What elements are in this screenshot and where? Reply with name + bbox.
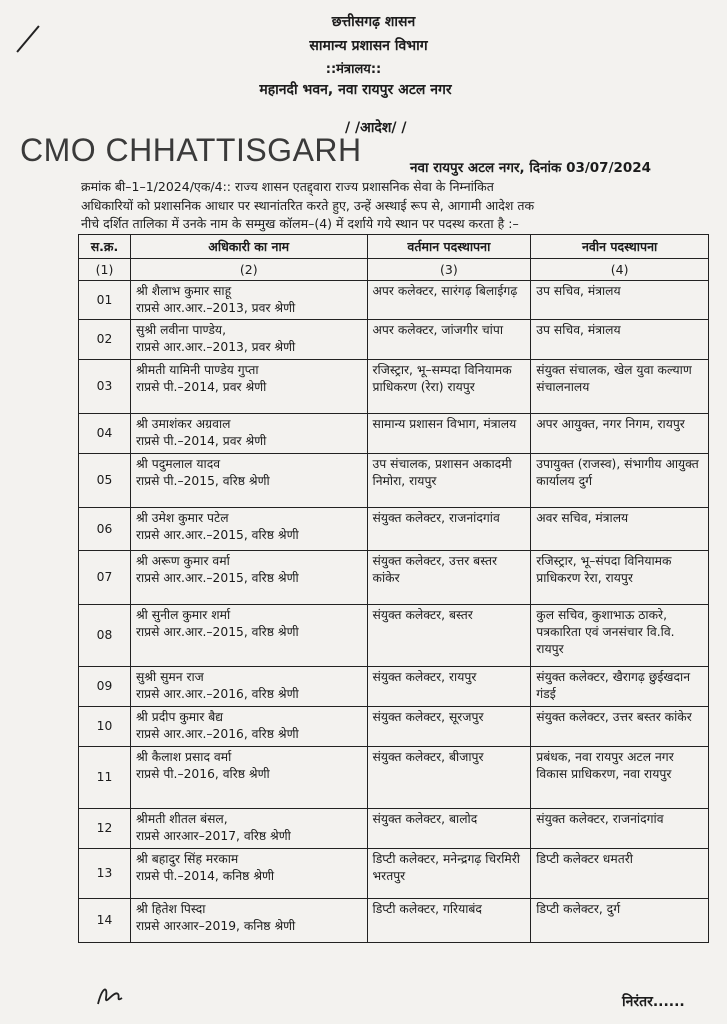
officer-service: राप्रसे आर.आर.–2013, प्रवर श्रेणी [135, 340, 296, 354]
officer-cell [130, 360, 367, 414]
gov-header: छत्तीसगढ़ शासन [331, 14, 416, 30]
officer-service: राप्रसे आर.आर.–2016, वरिष्ठ श्रेणी [135, 727, 299, 741]
current-posting: संयुक्त कलेक्टर, सूरजपुर [367, 707, 531, 747]
table-row [79, 707, 709, 747]
column-number: (2) [130, 259, 367, 281]
serial-number: 01 [79, 281, 131, 320]
table-row [79, 508, 709, 551]
continued-note: निरंतर...... [622, 994, 685, 1010]
new-posting: उपायुक्त (राजस्व), संभागीय आयुक्त कार्यालय दुर्ग [531, 454, 709, 508]
serial-number: 10 [79, 707, 131, 747]
ministry-header: ::मंत्रालय:: [325, 62, 382, 77]
table-row [79, 667, 709, 707]
address-header: महानदी भवन, नवा रायपुर अटल नगर [259, 82, 452, 98]
table-row [79, 320, 709, 360]
officer-cell [130, 508, 367, 551]
officer-cell [130, 899, 367, 943]
new-posting: अवर सचिव, मंत्रालय [531, 508, 709, 551]
officer-name: श्री कैलाश प्रसाद वर्मा [135, 750, 232, 764]
officer-service: राप्रसे पी.–2014, कनिष्ठ श्रेणी [135, 869, 275, 883]
current-posting: उप संचालक, प्रशासन अकादमी निमोरा, रायपुर [367, 454, 531, 508]
paragraph-line: क्रमांक बी–1–1/2024/एक/4:: राज्य शासन एतद्द्वारा राज्य प्रशासनिक सेवा के निम्नांकित [81, 179, 494, 194]
table-row [79, 747, 709, 809]
officer-cell [130, 414, 367, 454]
officer-cell [130, 707, 367, 747]
transfer-table [78, 234, 709, 943]
table-row [79, 605, 709, 667]
officer-cell [130, 667, 367, 707]
officer-name: सुश्री लवीना पाण्डेय, [135, 323, 226, 337]
officer-name: श्री सुनील कुमार शर्मा [135, 608, 231, 622]
new-posting: कुल सचिव, कुशाभाऊ ठाकरे, पत्रकारिता एवं जनसंचार वि.वि. रायपुर [531, 605, 709, 667]
officer-name: सुश्री सुमन राज [135, 670, 204, 684]
current-posting: संयुक्त कलेक्टर, रायपुर [367, 667, 531, 707]
column-number-row [79, 259, 709, 281]
officer-name: श्री शैलाभ कुमार साहू [135, 284, 232, 298]
paragraph-line: अधिकारियों को प्रशासनिक आधार पर स्थानांतरित करते हुए, उन्हें अस्थाई रूप से, आगामी आदेश तक [81, 197, 535, 213]
current-posting: संयुक्त कलेक्टर, बालोद [367, 809, 531, 849]
table-row [79, 551, 709, 605]
current-posting: संयुक्त कलेक्टर, राजनांदगांव [367, 508, 531, 551]
order-title: / /आदेश/ / [345, 120, 407, 136]
officer-service: राप्रसे पी.–2014, प्रवर श्रेणी [135, 380, 267, 394]
officer-service: राप्रसे आर.आर.–2015, वरिष्ठ श्रेणी [135, 528, 299, 542]
officer-service: राप्रसे पी.–2014, प्रवर श्रेणी [135, 434, 267, 448]
current-posting: डिप्टी कलेक्टर, मनेन्द्रगढ़ चिरमिरी भरतपुर [367, 849, 531, 899]
header-current-posting: वर्तमान पदस्थापना [367, 235, 531, 259]
officer-name: श्री पदुमलाल यादव [135, 457, 221, 471]
header-officer-name: अधिकारी का नाम [130, 235, 367, 259]
officer-name: श्री अरूण कुमार वर्मा [135, 554, 230, 568]
new-posting: रजिस्ट्रार, भू–संपदा विनियामक प्राधिकरण रेरा, रायपुर [531, 551, 709, 605]
officer-service: राप्रसे आर.आर.–2015, वरिष्ठ श्रेणी [135, 571, 299, 585]
serial-number: 09 [79, 667, 131, 707]
dateline: नवा रायपुर अटल नगर, दिनांक 03/07/2024 [410, 160, 652, 176]
officer-service: राप्रसे आर.आर.–2013, प्रवर श्रेणी [135, 301, 296, 315]
officer-name: श्री हितेश पिस्दा [135, 902, 206, 916]
current-posting: रजिस्ट्रार, भू–सम्पदा विनियामक प्राधिकरण (रेरा) रायपुर [367, 360, 531, 414]
officer-cell [130, 809, 367, 849]
officer-service: राप्रसे पी.–2015, वरिष्ठ श्रेणी [135, 474, 270, 488]
new-posting: संयुक्त कलेक्टर, खैरागढ़ छुईखदान गंडई [531, 667, 709, 707]
serial-number: 04 [79, 414, 131, 454]
officer-name: श्रीमती शीतल बंसल, [135, 812, 228, 826]
officer-cell [130, 747, 367, 809]
department-header: सामान्य प्रशासन विभाग [309, 38, 428, 54]
serial-number: 14 [79, 899, 131, 943]
paragraph-line: नीचे दर्शित तालिका में उनके नाम के सम्मुख कॉलम–(4) में दर्शाये गये स्थान पर पदस्थ करता है :– [81, 216, 519, 231]
current-posting: अपर कलेक्टर, सारंगढ़ बिलाईगढ़ [367, 281, 531, 320]
new-posting: संयुक्त कलेक्टर, उत्तर बस्तर कांकेर [531, 707, 709, 747]
column-number: (4) [531, 259, 709, 281]
table-row [79, 281, 709, 320]
table-row [79, 809, 709, 849]
table-row [79, 414, 709, 454]
new-posting: डिप्टी कलेक्टर धमतरी [531, 849, 709, 899]
serial-number: 08 [79, 605, 131, 667]
new-posting: संयुक्त संचालक, खेल युवा कल्याण संचालनालय [531, 360, 709, 414]
serial-number: 07 [79, 551, 131, 605]
new-posting: प्रबंधक, नवा रायपुर अटल नगर विकास प्राधिकरण, नवा रायपुर [531, 747, 709, 809]
signature-mark [92, 980, 132, 1010]
officer-cell [130, 849, 367, 899]
table-row [79, 454, 709, 508]
officer-cell [130, 605, 367, 667]
current-posting: अपर कलेक्टर, जांजगीर चांपा [367, 320, 531, 360]
new-posting: उप सचिव, मंत्रालय [531, 281, 709, 320]
current-posting: संयुक्त कलेक्टर, बीजापुर [367, 747, 531, 809]
new-posting: अपर आयुक्त, नगर निगम, रायपुर [531, 414, 709, 454]
officer-name: श्री उमाशंकर अग्रवाल [135, 417, 231, 431]
current-posting: डिप्टी कलेक्टर, गरियाबंद [367, 899, 531, 943]
table-header-row [79, 235, 709, 259]
officer-cell [130, 320, 367, 360]
current-posting: सामान्य प्रशासन विभाग, मंत्रालय [367, 414, 531, 454]
officer-service: राप्रसे आरआर–2017, वरिष्ठ श्रेणी [135, 829, 291, 843]
officer-name: श्री प्रदीप कुमार बैद्य [135, 710, 224, 724]
header-new-posting: नवीन पदस्थापना [531, 235, 709, 259]
order-paragraph [81, 178, 706, 234]
column-number: (1) [79, 259, 131, 281]
officer-service: राप्रसे पी.–2016, वरिष्ठ श्रेणी [135, 767, 270, 781]
serial-number: 05 [79, 454, 131, 508]
serial-number: 12 [79, 809, 131, 849]
officer-cell [130, 281, 367, 320]
new-posting: संयुक्त कलेक्टर, राजनांदगांव [531, 809, 709, 849]
officer-cell [130, 551, 367, 605]
officer-cell [130, 454, 367, 508]
serial-number: 03 [79, 360, 131, 414]
serial-number: 13 [79, 849, 131, 899]
officer-service: राप्रसे आर.आर.–2016, वरिष्ठ श्रेणी [135, 687, 299, 701]
header-serial: स.क्र. [79, 235, 131, 259]
officer-service: राप्रसे आरआर–2019, कनिष्ठ श्रेणी [135, 919, 296, 933]
serial-number: 11 [79, 747, 131, 809]
table-row [79, 360, 709, 414]
officer-name: श्रीमती यामिनी पाण्डेय गुप्ता [135, 363, 259, 377]
new-posting: उप सचिव, मंत्रालय [531, 320, 709, 360]
officer-service: राप्रसे आर.आर.–2015, वरिष्ठ श्रेणी [135, 625, 299, 639]
new-posting: डिप्टी कलेक्टर, दुर्ग [531, 899, 709, 943]
current-posting: संयुक्त कलेक्टर, उत्तर बस्तर कांकेर [367, 551, 531, 605]
officer-name: श्री बहादुर सिंह मरकाम [135, 852, 239, 866]
current-posting: संयुक्त कलेक्टर, बस्तर [367, 605, 531, 667]
officer-name: श्री उमेश कुमार पटेल [135, 511, 229, 525]
column-number: (3) [367, 259, 531, 281]
table-row [79, 849, 709, 899]
watermark: CMO CHHATTISGARH [20, 132, 362, 168]
serial-number: 06 [79, 508, 131, 551]
table-row [79, 899, 709, 943]
serial-number: 02 [79, 320, 131, 360]
